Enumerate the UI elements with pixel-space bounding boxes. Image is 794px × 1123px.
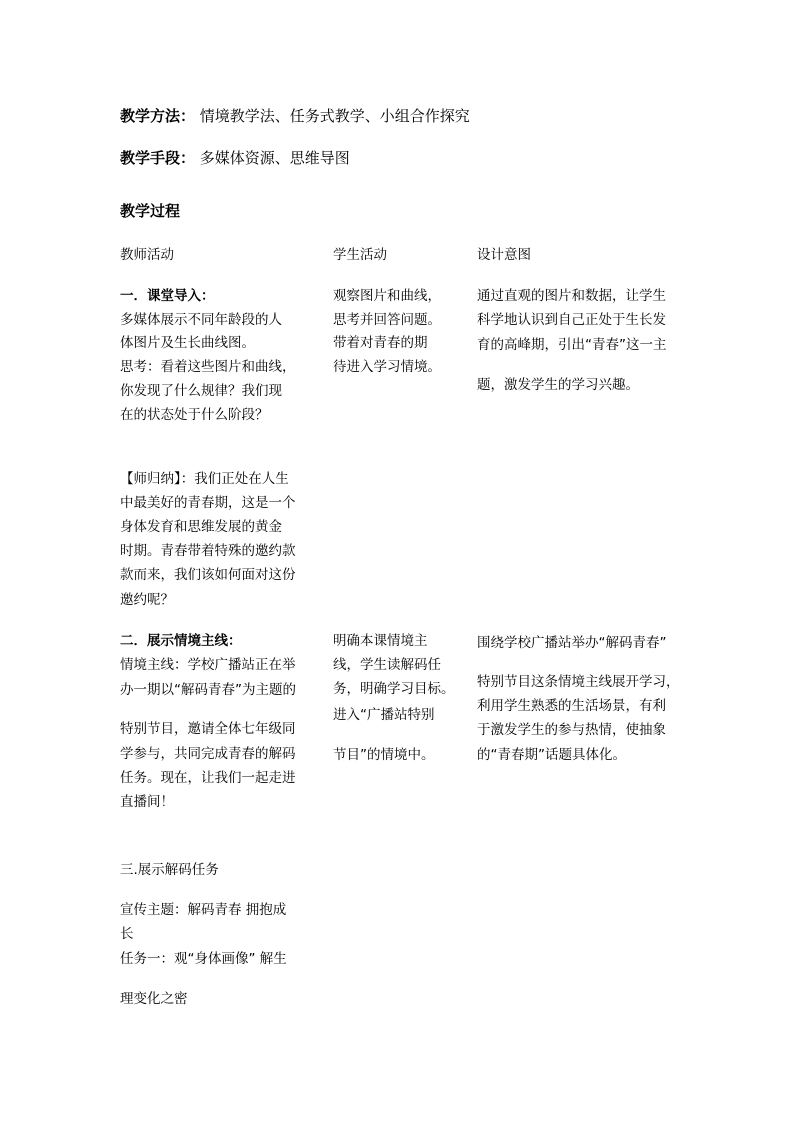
section1-teacher-line: 在的状态处于什么阶段？ — [120, 407, 269, 423]
process-title: 教学过程 — [120, 202, 181, 220]
section1-student-line: 思考并回答问题。 — [333, 312, 441, 328]
section2-intent-line: 利用学生熟悉的生活场景，有利 — [477, 698, 666, 714]
column-header-intent: 设计意图 — [477, 247, 531, 263]
section2-student-line: 节目”的情境中。 — [333, 747, 435, 763]
section3-line: 长 — [120, 926, 134, 942]
section2-intent-line: 于激发学生的参与热情，使抽象 — [477, 722, 666, 738]
teaching-method-label: 教学方法： — [120, 107, 196, 125]
teaching-means-value: 多媒体资源、思维导图 — [199, 149, 350, 167]
section1-student-line: 待进入学习情境。 — [333, 359, 441, 375]
section1-summary-line: 身体发育和思维发展的黄金 — [120, 519, 282, 535]
teaching-means — [120, 149, 350, 167]
section2-teacher-line: 直播间！ — [120, 794, 174, 810]
teaching-method-value: 情境教学法、任务式教学、小组合作探究 — [199, 107, 470, 125]
section3-line: 任务一：观“身体画像” 解生 — [120, 951, 287, 967]
column-header-teacher: 教师活动 — [120, 247, 174, 263]
section1-teacher-line: 体图片及生长曲线图。 — [120, 335, 255, 351]
section3-line: 理变化之密 — [120, 991, 188, 1007]
section1-summary-line: 邀约呢？ — [120, 592, 174, 608]
section2-teacher-line: 情境主线：学校广播站正在举 — [120, 657, 296, 673]
section2-intent-line: 围绕学校广播站举办“解码青春” — [477, 635, 667, 651]
section1-student-line: 带着对青春的期 — [333, 335, 428, 351]
section1-summary-line: 中最美好的青春期，这是一个 — [120, 495, 296, 511]
section1-intent-line: 育的高峰期，引出“青春”这一主 — [477, 337, 667, 353]
section3-line: 宣传主题：解码青春 拥抱成 — [120, 902, 287, 918]
section2-heading: 二．展示情境主线： — [120, 633, 242, 649]
section2-teacher-line: 任务。现在，让我们一起走进 — [120, 770, 296, 786]
section1-summary-line: 款而来，我们该如何面对这份 — [120, 567, 296, 583]
section1-heading: 一．课堂导入： — [120, 288, 215, 304]
section2-intent-line: 特别节目这条情境主线展开学习， — [477, 674, 680, 690]
section2-student-line: 务，明确学习目标。 — [333, 681, 455, 697]
teaching-means-label: 教学手段： — [120, 149, 196, 167]
teaching-method — [120, 107, 470, 125]
section2-teacher-line: 特别节目，邀请全体七年级同 — [120, 721, 296, 737]
section1-student-line: 观察图片和曲线， — [333, 288, 441, 304]
section1-intent-line: 通过直观的图片和数据，让学生 — [477, 288, 666, 304]
column-header-student: 学生活动 — [333, 247, 387, 263]
section2-student-line: 线，学生读解码任 — [333, 657, 441, 673]
section1-intent-line: 科学地认识到自己正处于生长发 — [477, 312, 666, 328]
section2-teacher-line: 学参与，共同完成青春的解码 — [120, 746, 296, 762]
section1-teacher-line: 你发现了什么规律？我们现 — [120, 383, 282, 399]
section1-teacher-line: 多媒体展示不同年龄段的人 — [120, 312, 282, 328]
section2-student-line: 进入“广播站特别 — [333, 707, 435, 723]
section1-summary-line: 【师归纳】：我们正处在人生 — [120, 471, 289, 487]
section3-heading: 三.展示解码任务 — [120, 862, 219, 878]
section1-intent-line: 题，激发学生的学习兴趣。 — [477, 377, 639, 393]
section1-summary-line: 时期。青春带着特殊的邀约款 — [120, 543, 296, 559]
section2-student-line: 明确本课情境主 — [333, 633, 428, 649]
section2-teacher-line: 办一期以“解码青春”为主题的 — [120, 682, 296, 698]
section1-teacher-line: 思考：看着这些图片和曲线， — [120, 359, 296, 375]
section2-intent-line: 的“青春期”话题具体化。 — [477, 747, 626, 763]
